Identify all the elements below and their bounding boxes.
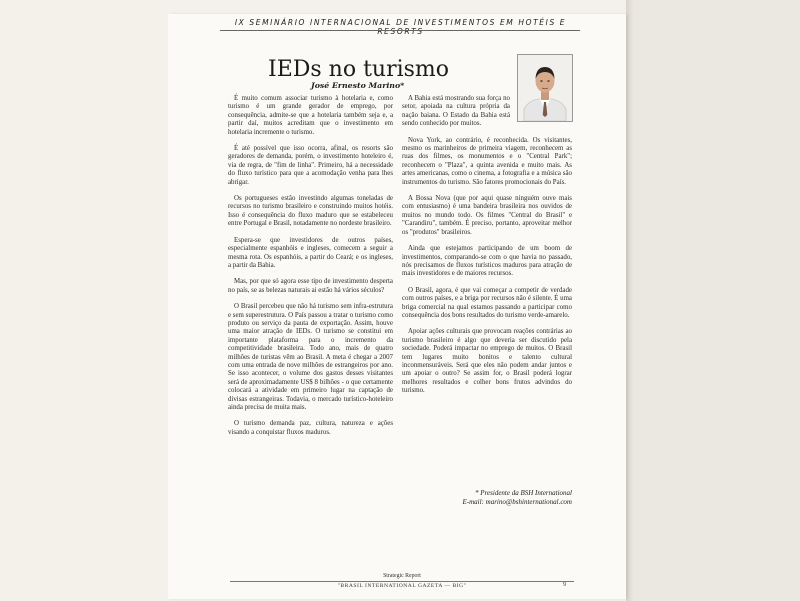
paragraph: Ainda que estejamos participando de um boom de investimentos, comparando-se com o que havia no passado, nós precisamos de fluxos turísticos maduros para atração de mais investidores e de maiores recursos.: [402, 245, 572, 278]
footer-publication: Strategic Report: [383, 573, 421, 579]
paragraph: O turismo demanda paz, cultura, natureza e ações visando a conquistar fluxos maduros.: [228, 420, 393, 436]
paragraph: É até possível que isso ocorra, afinal, os resorts são geradores de demanda, porém, o investimento hoteleiro é, via de regra, de "fim de linha". Primeiro, há a necessidade do fluxo turístico para que a acomodação venha para lhes abrigar.: [228, 145, 393, 186]
paragraph: Mas, por que só agora esse tipo de investimento desperta no país, se as belezas naturais ai estão há vários séculos?: [228, 278, 393, 294]
paragraph: Nova York, ao contrário, é reconhecida. Os visitantes, mesmo os marinheiros de primeira viagem, reconhecem as ruas dos filmes, os monumentos e o "Central Park"; reconhecem o "Plaza", a quinta avenida e muito mais. As artes americanas, como o cinema, a fotografia e a música são instrumentos do turismo. São fatores promocionais do País.: [402, 136, 572, 186]
signature-role: * Presidente da BSH International: [475, 489, 572, 497]
paragraph: A Bahia está mostrando sua força no setor, apoiada na cultura própria da nação baiana. O Estado da Bahia está sendo conhecido por muitos.: [402, 95, 510, 128]
article-author: José Ernesto Marino*: [311, 81, 405, 90]
author-signature: [410, 489, 572, 507]
paragraph: Espera-se que investidores de outros países, especialmente espanhóis e ingleses, comecem a seguir a mesma rota. Os espanhóis, a partir do Ceará; e os ingleses, a partir da Bahia.: [228, 236, 393, 269]
article-column-right: [402, 95, 572, 404]
paragraph: É muito comum associar turismo à hotelaria e, como turismo é um grande gerador de emprego, por consequência, admite-se que a hotelaria também seja e, a partir daí, muitos acreditam que o investimento em hotelaria incremente o turismo.: [228, 95, 393, 136]
adjacent-page-edge: [626, 0, 800, 601]
paragraph: Os portugueses estão investindo algumas toneladas de recursos no turismo brasileiro e construindo muitos hotéis. Isso é consequência do fluxo maduro que se estabeleceu entre Portugal e Brasil, notadamente no nordeste brasileiro.: [228, 195, 393, 228]
paragraph: Apoiar ações culturais que provocam reações contrárias ao turismo brasileiro é algo que deveria ser discutido pela sociedade. Poderá impactar no emprego de muitos. O Brasil tem lugares muito bonitos e talento cultural inconmensuráveis. Será que eles não podem andar juntos e um apoiar o outro? Se assim for, o Brasil poderá lograr melhores resultados e colher bons frutos advindos do turismo.: [402, 328, 572, 395]
paragraph: O Brasil, agora, é que vai começar a competir de verdade com outros países, e a briga por recursos não é silente. É uma briga comercial na qual estamos passando a participar como consequência dos bons resultados do turismo verde-amarelo.: [402, 286, 572, 319]
seminar-header: IX SEMINÁRIO INTERNACIONAL DE INVESTIMENTOS EM HOTÉIS E RESORTS: [234, 18, 567, 36]
page-number: 9: [563, 582, 566, 588]
article-column-left: [228, 95, 393, 445]
footer-gazette: "BRASIL INTERNATIONAL GAZETA — BIG": [337, 583, 467, 589]
paragraph: O Brasil percebeu que não há turismo sem infra-estrutura e sem superestrutura. O País passou a tratar o turismo como produto ou serviço da pauta de exportação. Assim, houve uma maior atração de IEDs. O turismo se constitui em importante plataforma para o incremento da competitividade brasileira. Todo ano, mais de quatro milhões de turistas vêm ao Brasil. A meta é chegar a 2007 com uma entrada de nove milhões de estrangeiros por ano. Se isso acontecer, o volume dos gastos desses visitantes será de aproximadamente US$ 8 bilhões - o que certamente colocará a atividade em primeiro lugar na captação de divisas estrangeiras. Todavia, o mercado turístico-hoteleiro ainda precisa de muita mais.: [228, 303, 393, 411]
paragraph: A Bossa Nova (que por aqui quase ninguém ouve mais com entusiasmo) é uma bandeira brasileira nos ouvidos de muitos no mundo todo. Os filmes "Central do Brasil" e "Carandiru", também. É preciso, portanto, aproveitar melhor os "produtos" brasileiros.: [402, 195, 572, 236]
signature-email: E-mail: marino@bshinternational.com: [462, 498, 572, 506]
header-rule: [220, 30, 580, 31]
article-title: IEDs no turismo: [268, 56, 450, 82]
footer-rule: [230, 581, 574, 582]
